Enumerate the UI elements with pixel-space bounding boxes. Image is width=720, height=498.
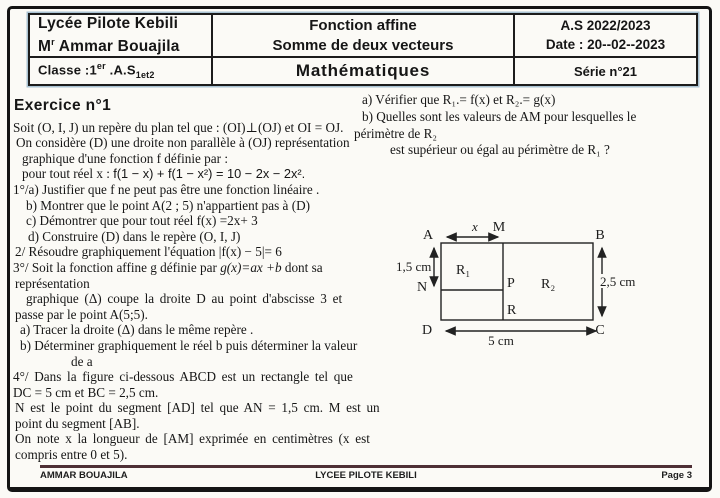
teacher-name (38, 33, 211, 57)
header-table (28, 13, 698, 86)
text-line: 2/ Résoudre graphiquement l'équation |f(x) − 5|= 6 (15, 244, 282, 260)
point-label-r: R (507, 303, 517, 318)
header-topic-cell (213, 15, 515, 58)
right-column (354, 92, 708, 159)
header-class-cell (30, 58, 213, 84)
point-label-a: A (422, 228, 434, 243)
formula-prefix: pour tout réel x : (22, 166, 114, 182)
region-label-r2: R₂ (541, 277, 556, 292)
point-label-d: D (421, 323, 433, 338)
formula-math: f(1 − x) + f(1 − x²) = 10 − 2x − 2x². (113, 166, 306, 182)
text-line: On considère (D) une droite non parallèle à (OJ) représentation (16, 135, 350, 151)
topic-subtitle: Somme de deux vecteurs (272, 36, 454, 54)
text-line: On note x la longueur de [AM] exprimée en centimètres (x est (15, 431, 370, 447)
teacher-sup: r (51, 37, 55, 48)
text-line: b) Déterminer graphiquement le réel b puis déterminer la valeur (20, 337, 358, 353)
class-label (38, 57, 211, 85)
school-name: Lycée Pilote Kebili (38, 14, 179, 32)
footer-rule (40, 465, 692, 468)
footer-author: AMMAR BOUAJILA (40, 470, 128, 481)
text-line: est supérieur ou égal au périmètre de R₁ ? (390, 142, 610, 158)
footer-school: LYCEE PILOTE KEBILI (315, 470, 417, 481)
text-line: b) Quelles sont les valeurs de AM pour lesquelles le (362, 108, 637, 124)
point-label-n: N (416, 280, 428, 295)
text-line: DC = 5 cm et BC = 2,5 cm. (13, 384, 159, 400)
text-line: Soit (O, I, J) un repère du plan tel que : (OI)⊥(OJ) et OI = OJ. (13, 119, 344, 135)
text-line: représentation (15, 275, 90, 291)
class-prefix: Classe :1 (38, 62, 97, 78)
region-label-r1: R₁ (456, 263, 471, 278)
header-date-cell (515, 15, 696, 58)
point-label-p: P (507, 276, 515, 291)
topic-title: Fonction affine (309, 17, 417, 34)
text-line: b) Montrer que le point A(2 ; 5) n'appartient pas à (D) (26, 197, 310, 213)
text-line: de a (71, 353, 93, 369)
left-column (13, 97, 380, 463)
dim-label-left: 1,5 cm (396, 259, 432, 274)
footer (40, 470, 692, 481)
exercise-heading: Exercice n°1 (14, 97, 112, 114)
point-label-m: M (492, 220, 506, 235)
text-line: passe par le point A(5;5). (15, 306, 148, 322)
rectangle-abcd (441, 243, 593, 320)
text-line: N est le point du segment [AD] tel que AN = 1,5 cm. M est un (15, 400, 380, 416)
class-sub: 1et2 (135, 69, 155, 80)
text-line: d) Construire (D) dans le repère (O, I, J) (28, 228, 241, 244)
footer-page-number: Page 3 (661, 470, 692, 481)
affine-prefix: 3°/ Soit la fonction affine g définie par (13, 259, 221, 275)
affine-suffix: dont sa (281, 259, 323, 275)
text-line: compris entre 0 et 5). (15, 447, 128, 463)
text-line: graphique (Δ) coupe la droite D au point d'abscisse 3 et (26, 291, 343, 307)
text-line: périmètre de R₂ (354, 125, 437, 141)
text-line: a) Tracer la droite (Δ) dans le même repère . (20, 322, 254, 338)
dim-label-right: 2,5 cm (600, 274, 636, 289)
text-line-affine (13, 260, 351, 276)
school-year: A.S 2022/2023 (560, 18, 651, 33)
dim-label-bottom: 5 cm (488, 333, 514, 348)
text-line: 4°/ Dans la figure ci-dessous ABCD est un rectangle tel que (13, 369, 353, 385)
subject-title: Mathématiques (213, 58, 515, 84)
header-school-cell (30, 15, 213, 58)
text-line: 1°/a) Justifier que f ne peut pas être une fonction linéaire . (13, 181, 320, 197)
serie-label: Série n°21 (573, 63, 637, 79)
text-line: a) Vérifier que R₁.= f(x) et R₂.= g(x) (362, 92, 556, 107)
class-mid: .A.S (105, 62, 136, 78)
affine-math: g(x)=ax +b (220, 259, 282, 275)
text-line-formula (13, 166, 351, 182)
point-label-c: C (595, 323, 605, 338)
point-label-b: B (595, 228, 605, 243)
text-line: point du segment [AB]. (15, 415, 140, 431)
rectangle-figure (388, 198, 710, 350)
length-label-x: x (472, 219, 478, 234)
class-sup: er (96, 60, 106, 71)
teacher-rest: Ammar Bouajila (54, 38, 180, 56)
exam-date: Date : 20--02--2023 (545, 36, 666, 52)
text-line: graphique d'une fonction f définie par : (22, 150, 228, 166)
teacher-prefix: M (38, 38, 52, 56)
text-line: c) Démontrer que pour tout réel f(x) =2x+ 3 (26, 213, 258, 229)
